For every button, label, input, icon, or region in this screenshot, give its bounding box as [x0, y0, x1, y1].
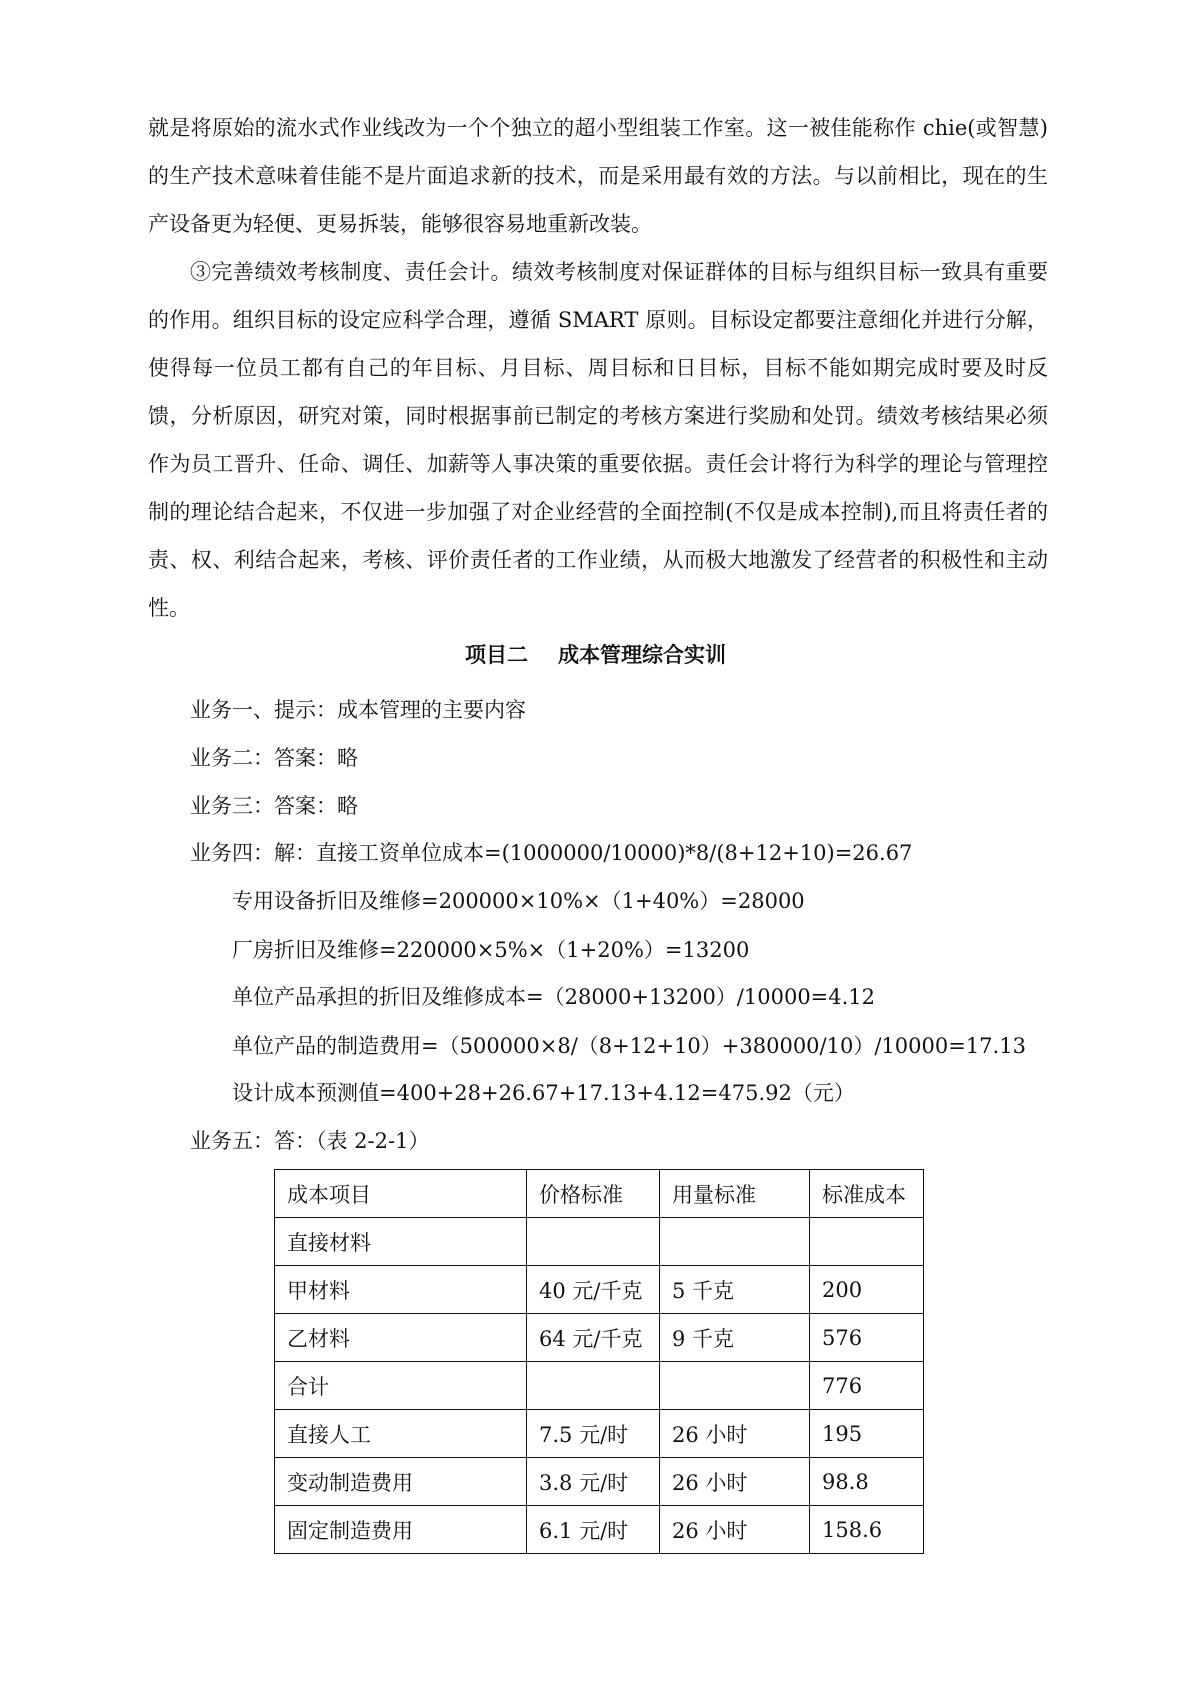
table-cell — [810, 1218, 924, 1266]
task-1-answer: 业务一、提示：成本管理的主要内容 — [190, 698, 526, 722]
table-cell: 26 小时 — [660, 1506, 810, 1554]
table-cell: 变动制造费用 — [275, 1458, 527, 1506]
header-cost-item: 成本项目 — [275, 1170, 527, 1218]
table-cell: 158.6 — [810, 1506, 924, 1554]
header-standard-cost: 标准成本 — [810, 1170, 924, 1218]
header-price-standard: 价格标准 — [527, 1170, 660, 1218]
table-cell: 6.1 元/时 — [527, 1506, 660, 1554]
table-row — [275, 1410, 924, 1458]
section-title — [0, 640, 1191, 670]
table-row — [275, 1218, 924, 1266]
table-row — [275, 1314, 924, 1362]
standard-cost-table — [274, 1169, 924, 1554]
section-number: 项目二 — [465, 642, 528, 667]
task-5-answer: 业务五：答：（表 2-2-1） — [190, 1129, 430, 1153]
table-cell — [660, 1218, 810, 1266]
table-cell — [527, 1362, 660, 1410]
table-cell: 40 元/千克 — [527, 1266, 660, 1314]
section-name: 成本管理综合实训 — [558, 642, 726, 667]
header-quantity-standard: 用量标准 — [660, 1170, 810, 1218]
table-row — [275, 1458, 924, 1506]
task-4-unit-depreciation-cost: 单位产品承担的折旧及维修成本=（28000+13200）/10000=4.12 — [232, 985, 876, 1009]
task-4-equipment-depreciation: 专用设备折旧及维修=200000×10%×（1+40%）=28000 — [232, 889, 805, 913]
table-cell: 26 小时 — [660, 1410, 810, 1458]
table-cell: 7.5 元/时 — [527, 1410, 660, 1458]
table-cell: 776 — [810, 1362, 924, 1410]
table-cell: 3.8 元/时 — [527, 1458, 660, 1506]
table-row — [275, 1362, 924, 1410]
table-cell: 直接材料 — [275, 1218, 527, 1266]
task-4-unit-overhead: 单位产品的制造费用=（500000×8/（8+12+10）+380000/10）/10000=17.13 — [232, 1034, 1026, 1058]
table-cell — [527, 1218, 660, 1266]
task-3-answer: 业务三：答案：略 — [190, 794, 358, 818]
table-cell: 直接人工 — [275, 1410, 527, 1458]
table-row — [275, 1506, 924, 1554]
paragraph-performance-appraisal: ③完善绩效考核制度、责任会计。绩效考核制度对保证群体的目标与组织目标一致具有重要的作用。组织目标的设定应科学合理，遵循 SMART 原则。目标设定都要注意细化并进行分解，使得每一位员工都有自己的年目标、月目标、周目标和日目标，目标不能如期完成时要及时反馈，分析原因，研究对策，同时根据事前已制定的考核方案进行奖励和处罚。绩效考核结果必须作为员工晋升、任命、调任、加薪等人事决策的重要依据。责任会计将行为科学的理论与管理控制的理论结合起来，不仅进一步加强了对企业经营的全面控制(不仅是成本控制),而且将责任者的责、权、利结合起来，考核、评价责任者的工作业绩，从而极大地激发了经营者的积极性和主动性。 — [148, 260, 1048, 620]
table-row — [275, 1266, 924, 1314]
table-cell: 576 — [810, 1314, 924, 1362]
table-cell: 200 — [810, 1266, 924, 1314]
table-cell: 26 小时 — [660, 1458, 810, 1506]
task-4-cost-forecast: 设计成本预测值=400+28+26.67+17.13+4.12=475.92（元） — [232, 1081, 855, 1105]
table-cell: 195 — [810, 1410, 924, 1458]
task-2-answer: 业务二：答案：略 — [190, 746, 358, 770]
table-cell — [660, 1362, 810, 1410]
table-cell: 乙材料 — [275, 1314, 527, 1362]
task-4-plant-depreciation: 厂房折旧及维修=220000×5%×（1+20%）=13200 — [232, 938, 750, 962]
table-cell: 64 元/千克 — [527, 1314, 660, 1362]
paragraph-canon-production: 就是将原始的流水式作业线改为一个个独立的超小型组装工作室。这一被佳能称作 chie(或智慧)的生产技术意味着佳能不是片面追求新的技术，而是采用最有效的方法。与以前相比，现在的生产设备更为轻便、更易拆装，能够很容易地重新改装。 — [148, 116, 1048, 236]
table-cell: 5 千克 — [660, 1266, 810, 1314]
table-header-row — [275, 1170, 924, 1218]
table-cell: 合计 — [275, 1362, 527, 1410]
task-4-answer: 业务四：解：直接工资单位成本=(1000000/10000)*8/(8+12+10)=26.67 — [190, 841, 913, 865]
table-cell: 9 千克 — [660, 1314, 810, 1362]
table-cell: 固定制造费用 — [275, 1506, 527, 1554]
table-cell: 甲材料 — [275, 1266, 527, 1314]
table-cell: 98.8 — [810, 1458, 924, 1506]
